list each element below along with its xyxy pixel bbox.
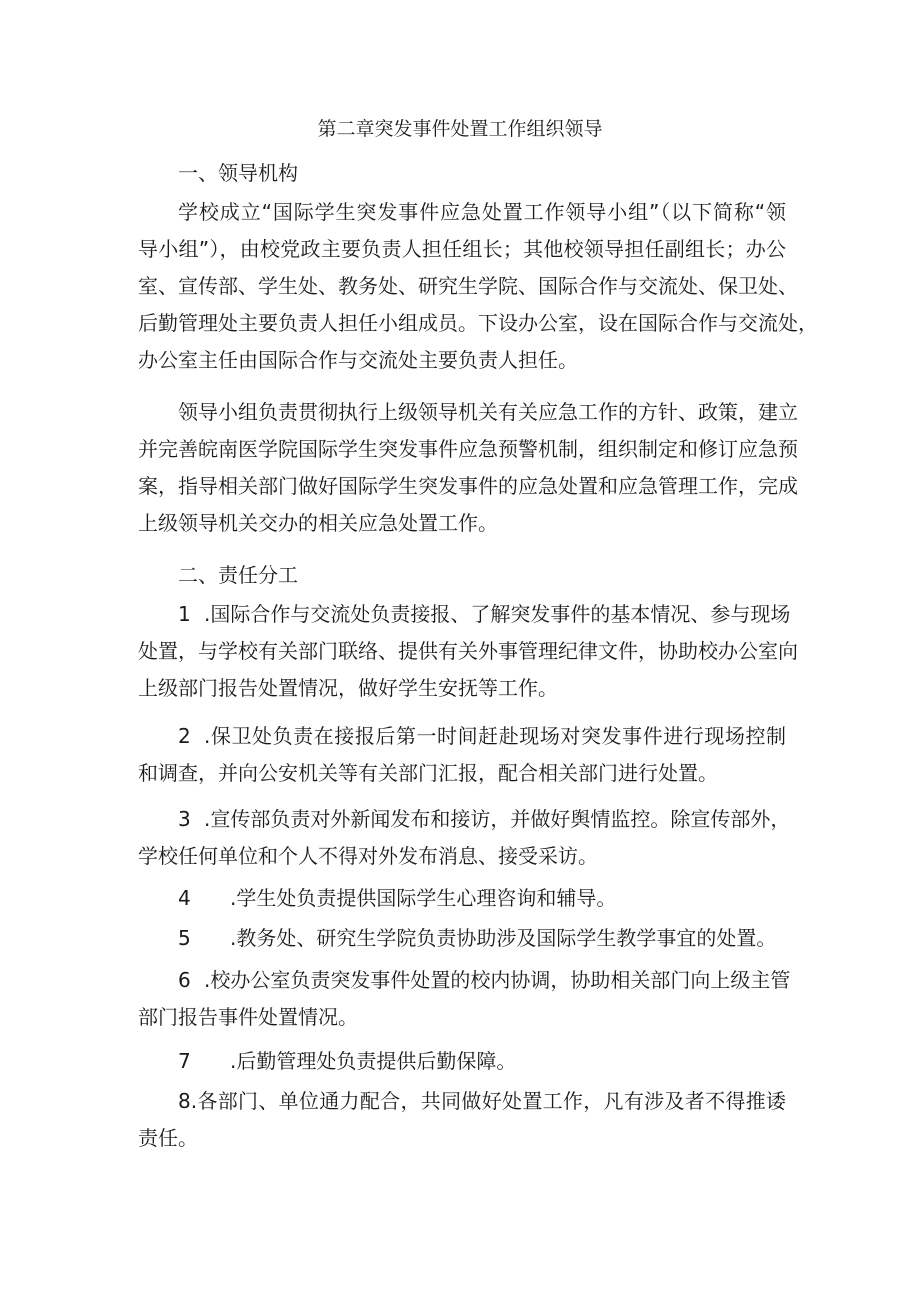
paragraph-line: 导小组”），由校党政主要负责人担任组长；其他校领导担任副组长；办公 [138,237,786,261]
list-item-number: 4 [178,886,191,910]
list-item-text: .国际合作与交流处负责接报、了解突发事件的基本情况、参与现场 [204,602,791,626]
list-item-line [138,1083,786,1120]
paragraph-line: 学校成立“国际学生突发事件应急处置工作领导小组”（以下简称“领 [178,200,786,224]
paragraph-line: 室、宣传部、学生处、教务处、研究生学院、国际合作与交流处、保卫处、 [138,274,798,298]
list-item-number: 5 [178,926,191,950]
paragraph-leadership-group [138,194,818,379]
list-item-line [138,880,786,917]
list-item-line [138,801,791,838]
paragraph-group-duties [138,394,798,542]
list-item-text: .宣传部负责对外新闻发布和接访，并做好舆情监控。除宣传部外， [204,807,791,831]
list-item [138,596,798,707]
list-item-line: 上级部门报告处置情况，做好学生安抚等工作。 [138,676,558,700]
section-heading-leadership: 一、领导机构 [178,161,298,185]
paragraph-line: 上级领导机关交办的相关应急处置工作。 [138,511,498,535]
list-item [138,880,786,917]
list-item [138,962,791,1036]
section-heading-responsibilities: 二、责任分工 [178,563,298,587]
list-item-number: 8. [178,1089,198,1113]
list-item-line [138,962,791,999]
paragraph-line: 领导小组负责贯彻执行上级领导机关有关应急工作的方针、政策，建立 [178,400,798,424]
list-item-line: 和调查，并向公安机关等有关部门汇报，配合相关部门进行处置。 [138,761,718,785]
list-item-text: 各部门、单位通力配合，共同做好处置工作，凡有涉及者不得推诿 [197,1089,786,1113]
list-item-number: 2 [178,724,191,748]
list-item-number: 1 [178,602,191,626]
list-item-number: 6 [178,968,191,992]
list-item-line [138,596,791,633]
list-item-number: 3 [178,807,191,831]
list-item [138,1083,786,1157]
list-item-text: .校办公室负责突发事件处置的校内协调，协助相关部门向上级主管 [204,968,791,992]
paragraph-line: 办公室主任由国际合作与交流处主要负责人担任。 [138,348,578,372]
list-item [138,718,786,792]
paragraph-line: 并完善皖南医学院国际学生突发事件应急预警机制，组织制定和修订应急预 [138,437,798,461]
list-item-text: .教务处、研究生学院负责协助涉及国际学生教学事宜的处置。 [230,926,777,950]
list-item-line: 学校任何单位和个人不得对外发布消息、接受采访。 [138,844,598,868]
paragraph-line: 案，指导相关部门做好国际学生突发事件的应急处置和应急管理工作，完成 [138,474,798,498]
chapter-title: 第二章突发事件处置工作组织领导 [317,118,603,140]
list-item [138,801,791,875]
list-item [138,1043,786,1080]
list-item-line: 处置，与学校有关部门联络、提供有关外事管理纪律文件，协助校办公室向 [138,639,798,663]
list-item-line: 责任。 [138,1126,198,1150]
list-item-text: .后勤管理处负责提供后勤保障。 [230,1049,517,1073]
list-item-line [138,1043,786,1080]
paragraph-line: 后勤管理处主要负责人担任小组成员。下设办公室，设在国际合作与交流处， [138,311,818,335]
list-item-line: 部门报告事件处置情况。 [138,1005,358,1029]
list-item-number: 7 [178,1049,191,1073]
list-item [138,920,786,957]
list-item-line [138,920,786,957]
list-item-text: .保卫处负责在接报后第一时间赶赴现场对突发事件进行现场控制 [204,724,786,748]
list-item-text: .学生处负责提供国际学生心理咨询和辅导。 [230,886,617,910]
list-item-line [138,718,786,755]
